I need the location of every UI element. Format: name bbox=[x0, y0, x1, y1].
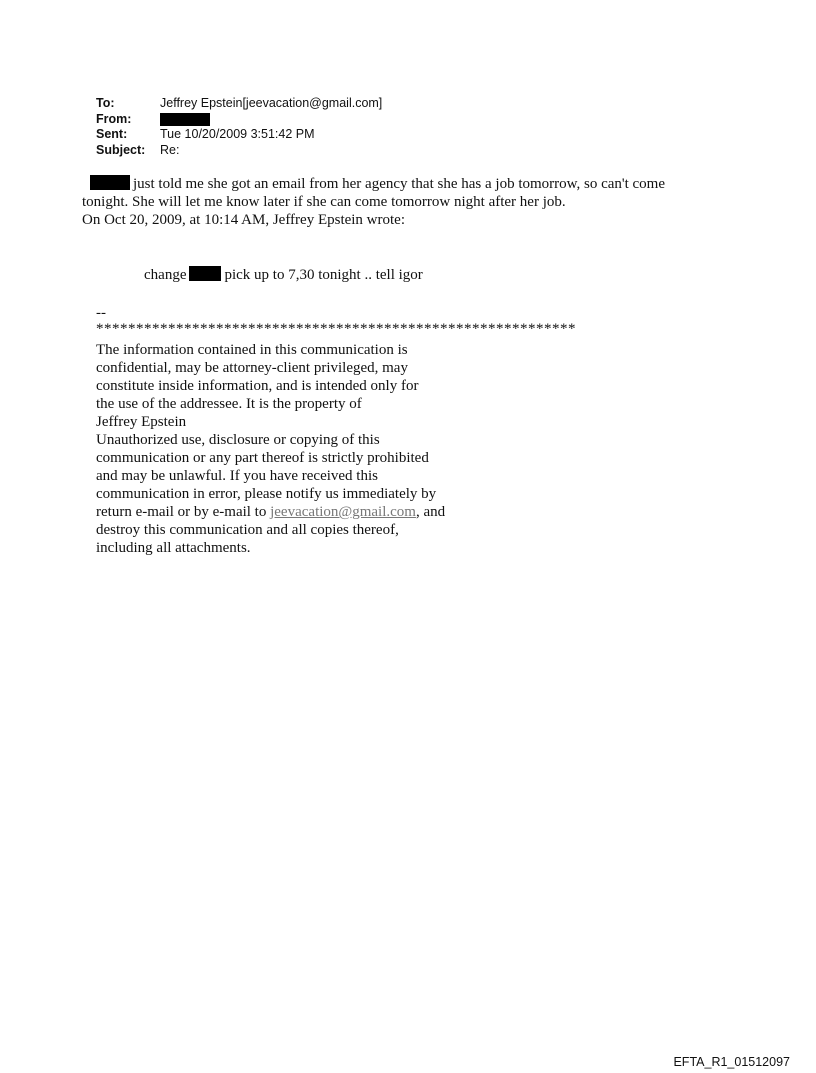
disclaimer-line: Unauthorized use, disclosure or copying of this bbox=[96, 432, 380, 448]
disclaimer-line: the use of the addressee. It is the property of bbox=[96, 396, 362, 412]
disclaimer-line: Jeffrey Epstein bbox=[96, 414, 187, 430]
signature-stars: ************************************************************ bbox=[96, 321, 576, 337]
quote-after: pick up to 7,30 tonight .. tell igor bbox=[224, 267, 423, 283]
body-line bbox=[82, 175, 782, 193]
to-value: Jeffrey Epstein[jeevacation@gmail.com] bbox=[160, 96, 383, 110]
sent-row bbox=[96, 127, 382, 143]
email-body bbox=[82, 175, 782, 229]
signature-dash: -- bbox=[96, 305, 106, 321]
disclaimer-line: constitute inside information, and is intended only for bbox=[96, 378, 419, 394]
disclaimer-line: destroy this communication and all copies thereof, bbox=[96, 522, 399, 538]
redaction-block bbox=[90, 175, 130, 190]
email-header bbox=[96, 96, 382, 158]
redaction-block bbox=[189, 266, 221, 281]
sent-value: Tue 10/20/2009 3:51:42 PM bbox=[160, 127, 315, 141]
disclaimer-return-line bbox=[96, 503, 516, 521]
from-row bbox=[96, 112, 382, 128]
disclaimer-line: and may be unlawful. If you have received this bbox=[96, 468, 378, 484]
subject-label: Subject: bbox=[96, 142, 146, 157]
quoted-message bbox=[144, 266, 423, 284]
redaction-block bbox=[160, 113, 210, 126]
to-label: To: bbox=[96, 96, 115, 110]
to-row bbox=[96, 96, 382, 112]
sent-label: Sent: bbox=[96, 127, 128, 141]
body-line: On Oct 20, 2009, at 10:14 AM, Jeffrey Epstein wrote: bbox=[82, 212, 406, 228]
body-line-1-text: just told me she got an email from her agency that she has a job tomorrow, so can't come bbox=[133, 176, 666, 192]
body-line: tonight. She will let me know later if she can come tomorrow night after her job. bbox=[82, 194, 566, 210]
from-label: From: bbox=[96, 111, 132, 126]
disclaimer-line: communication in error, please notify us immediately by bbox=[96, 486, 437, 502]
subject-value: Re: bbox=[160, 142, 180, 157]
email-link[interactable]: jeevacation@gmail.com bbox=[270, 504, 416, 520]
disclaimer-line: The information contained in this communication is bbox=[96, 342, 408, 358]
quote-before: change bbox=[144, 267, 187, 283]
disclaimer-line: confidential, may be attorney-client privileged, may bbox=[96, 360, 408, 376]
document-id: EFTA_R1_01512097 bbox=[673, 1055, 790, 1069]
disclaimer-line: communication or any part thereof is strictly prohibited bbox=[96, 450, 429, 466]
return-suffix: , and bbox=[415, 504, 446, 520]
subject-row bbox=[96, 143, 382, 159]
disclaimer-line: including all attachments. bbox=[96, 540, 251, 556]
return-prefix: return e-mail or by e-mail to bbox=[96, 504, 271, 520]
disclaimer bbox=[96, 341, 516, 557]
